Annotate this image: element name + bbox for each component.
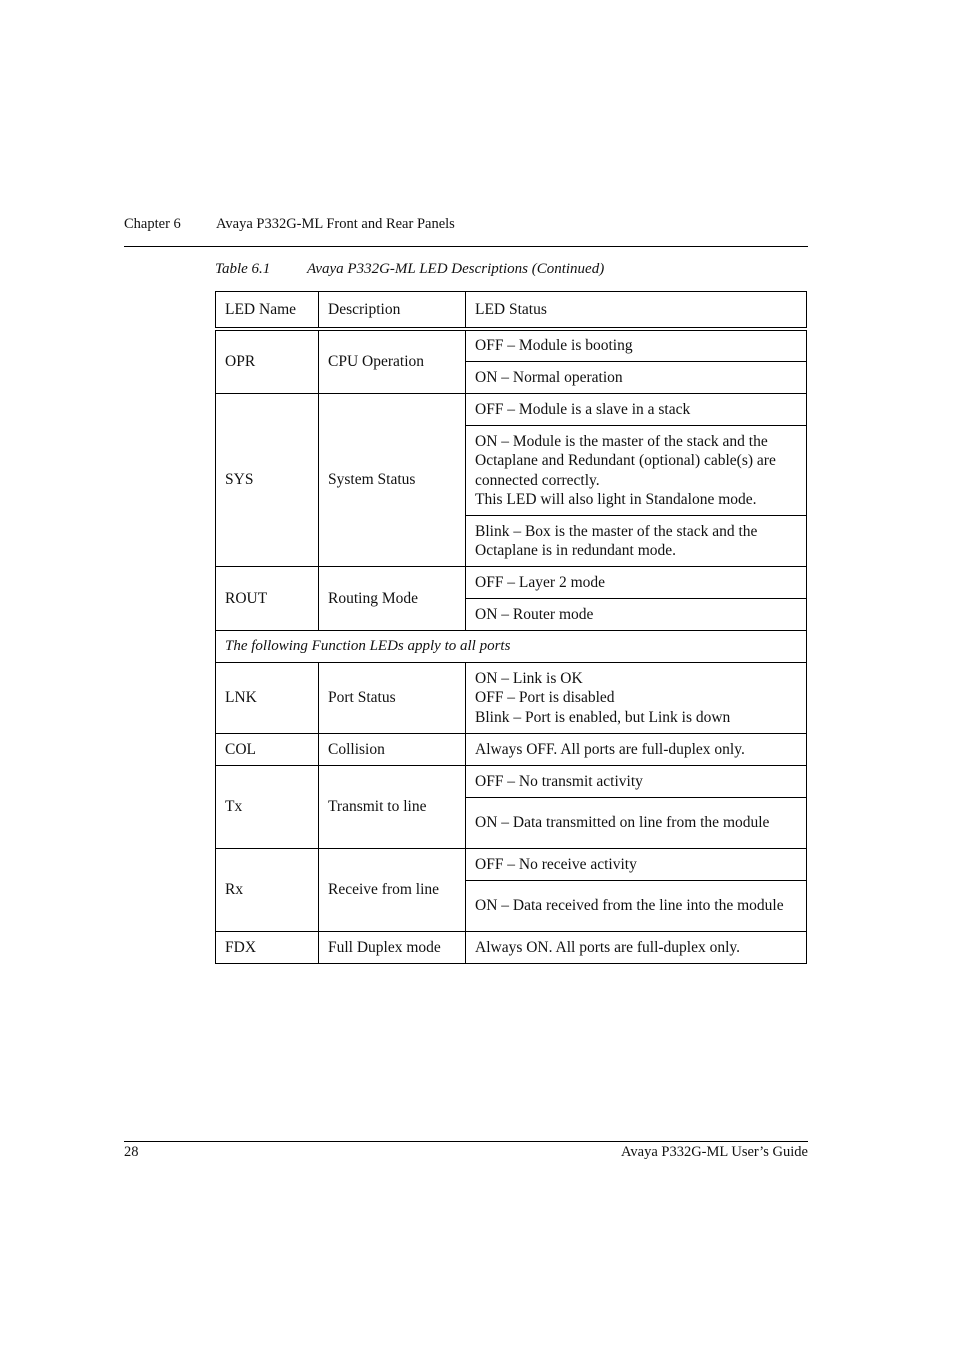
led-name-cell: ROUT [216, 567, 319, 631]
led-name-cell: LNK [216, 663, 319, 734]
table-row [216, 631, 807, 663]
status-line: ON – Module is the master of the stack and the Octaplane and Redundant (optional) cable(s) are connected correctly. [475, 432, 776, 489]
status-cell: Always OFF. All ports are full-duplex only. [466, 734, 807, 766]
status-cell [466, 663, 807, 734]
table-row [216, 567, 807, 599]
led-name-cell: FDX [216, 932, 319, 964]
status-cell: ON – Data received from the line into the module [466, 881, 807, 932]
table-header-row [216, 292, 807, 330]
description-cell: Receive from line [319, 849, 466, 932]
status-line: OFF – Port is disabled [475, 689, 615, 707]
table-caption [215, 261, 605, 278]
led-descriptions-table [215, 291, 807, 964]
description-cell: System Status [319, 394, 466, 567]
description-cell: Port Status [319, 663, 466, 734]
footer-rule [124, 1141, 808, 1142]
table-row [216, 394, 807, 426]
header-rule [124, 246, 808, 247]
function-leds-note: The following Function LEDs apply to all ports [216, 631, 807, 663]
table-row [216, 766, 807, 798]
status-cell: OFF – Layer 2 mode [466, 567, 807, 599]
description-cell: Collision [319, 734, 466, 766]
status-line: Blink – Port is enabled, but Link is down [475, 708, 731, 726]
column-header-led-name: LED Name [216, 292, 319, 330]
table-row [216, 734, 807, 766]
led-name-cell: Tx [216, 766, 319, 849]
status-cell: OFF – No transmit activity [466, 766, 807, 798]
status-cell: ON – Router mode [466, 599, 807, 631]
status-cell: ON – Data transmitted on line from the module [466, 798, 807, 849]
status-line: This LED will also light in Standalone mode. [475, 491, 757, 508]
status-cell: OFF – Module is booting [466, 329, 807, 362]
guide-title: Avaya P332G-ML User’s Guide [621, 1144, 808, 1160]
table-caption-title: Avaya P332G-ML LED Descriptions (Continued) [307, 261, 605, 277]
led-name-cell: SYS [216, 394, 319, 567]
led-name-cell: OPR [216, 329, 319, 394]
column-header-description: Description [319, 292, 466, 330]
status-line: ON – Link is OK [475, 669, 583, 687]
status-cell [466, 426, 807, 516]
status-cell: ON – Normal operation [466, 362, 807, 394]
led-name-cell: Rx [216, 849, 319, 932]
table-row [216, 849, 807, 881]
description-cell: CPU Operation [319, 329, 466, 394]
chapter-label: Chapter 6 [124, 216, 181, 232]
status-cell: OFF – No receive activity [466, 849, 807, 881]
table-caption-label: Table 6.1 [215, 261, 271, 277]
table-row [216, 663, 807, 734]
page-number: 28 [124, 1144, 139, 1160]
chapter-title: Avaya P332G-ML Front and Rear Panels [216, 216, 455, 232]
description-cell: Routing Mode [319, 567, 466, 631]
status-cell: Blink – Box is the master of the stack and the Octaplane is in redundant mode. [466, 516, 807, 567]
description-cell: Full Duplex mode [319, 932, 466, 964]
table-row [216, 932, 807, 964]
status-cell: OFF – Module is a slave in a stack [466, 394, 807, 426]
column-header-led-status: LED Status [466, 292, 807, 330]
led-name-cell: COL [216, 734, 319, 766]
table-row [216, 329, 807, 362]
status-cell: Always ON. All ports are full-duplex only. [466, 932, 807, 964]
description-cell: Transmit to line [319, 766, 466, 849]
